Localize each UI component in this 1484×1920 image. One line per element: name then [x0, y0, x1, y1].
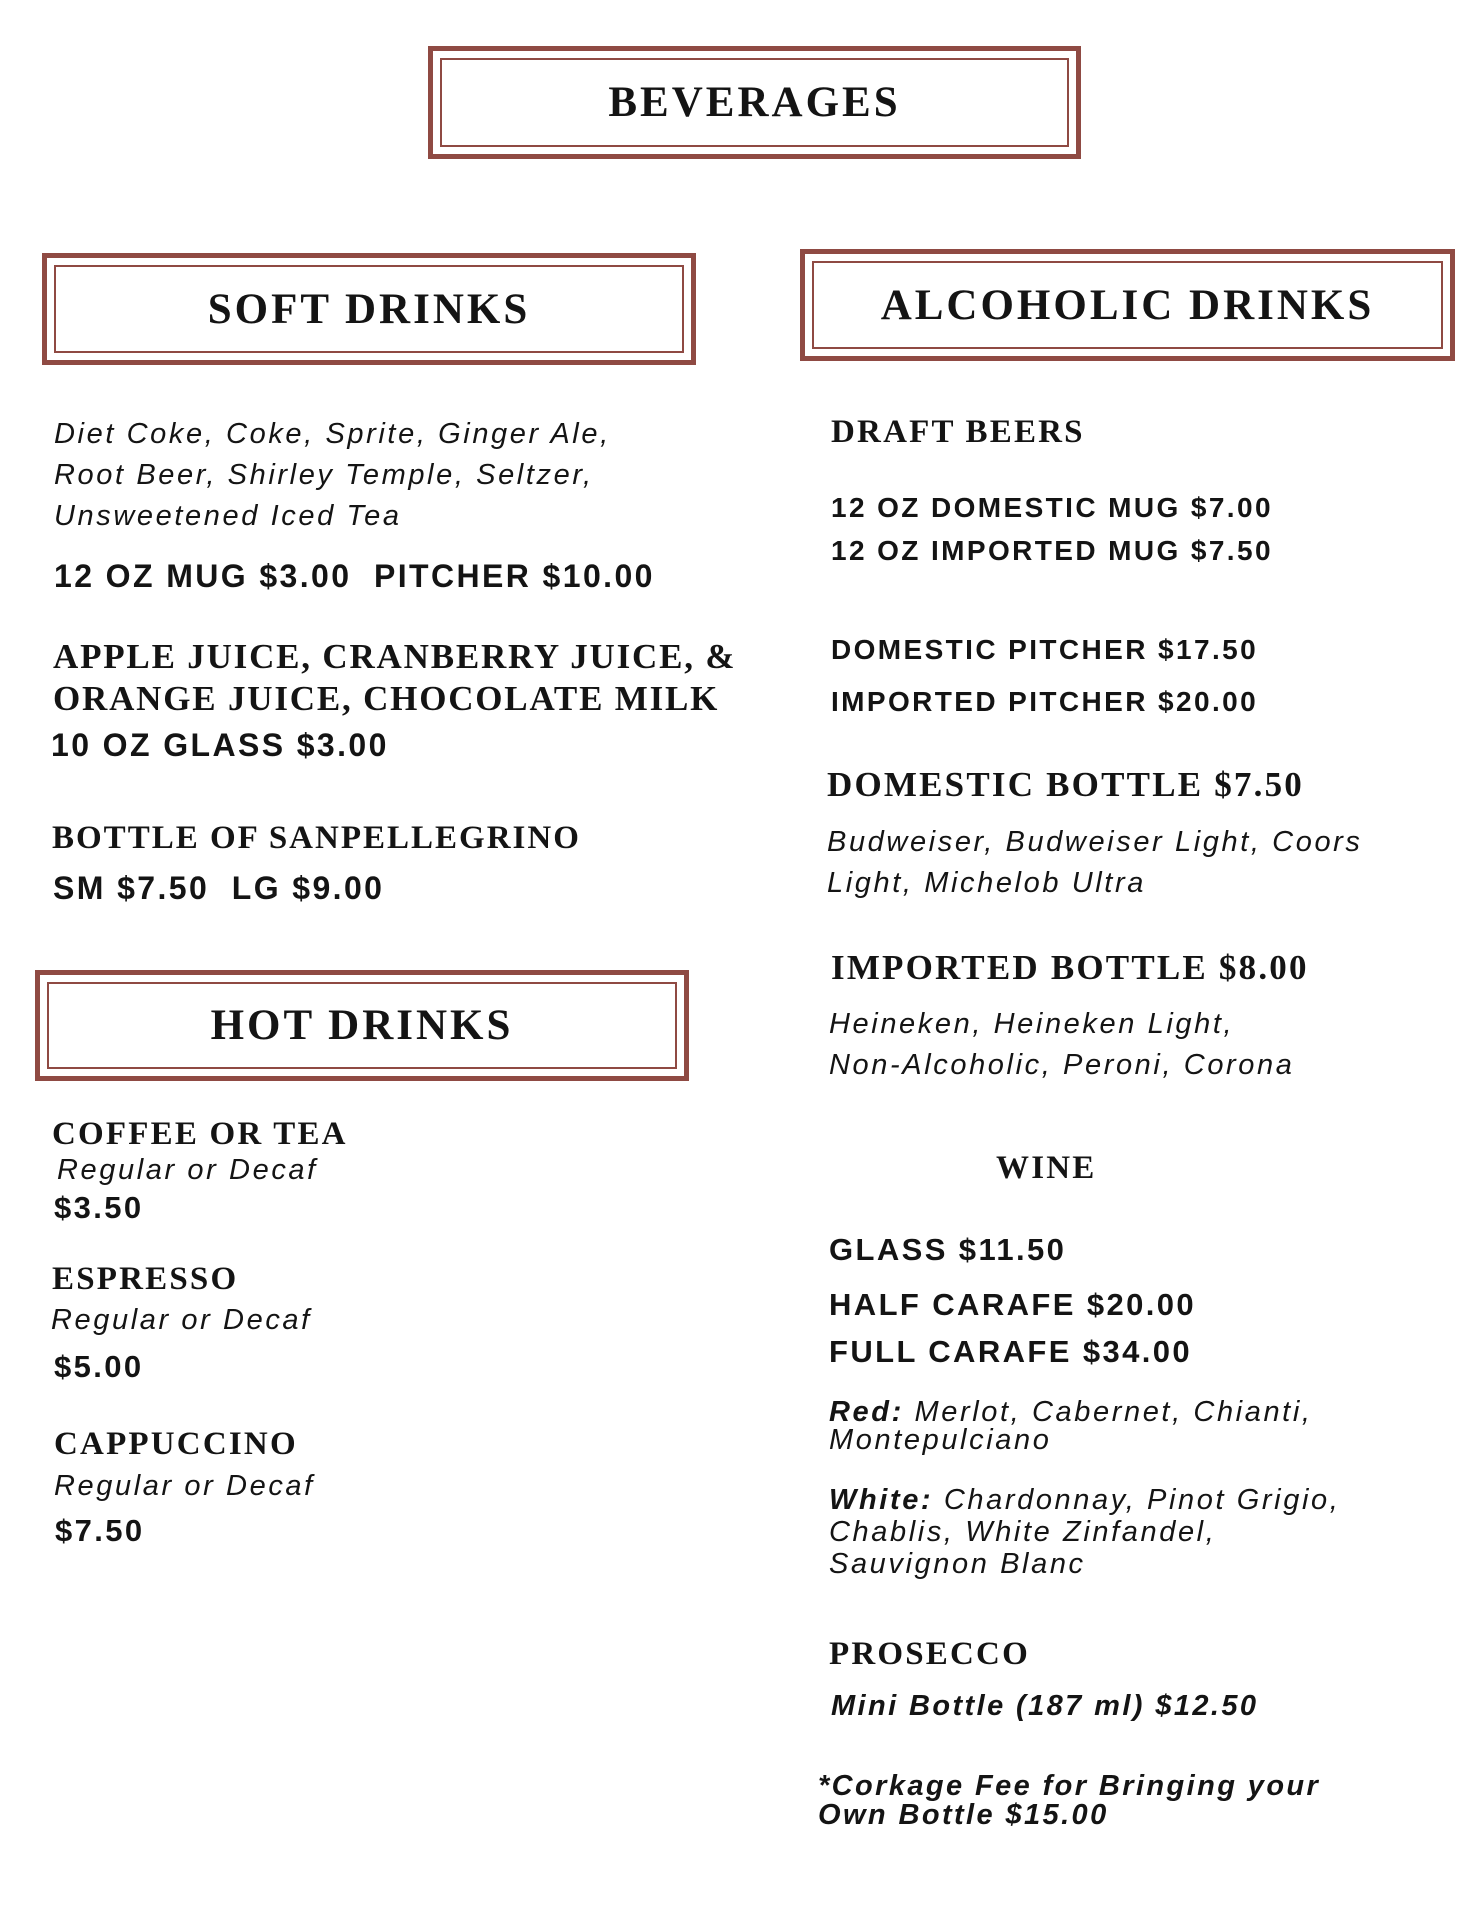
juices-list: APPLE JUICE, CRANBERRY JUICE, & ORANGE JUICE, CHOCOLATE MILK: [53, 637, 737, 718]
beverages-title-frame: [428, 46, 1081, 159]
coffee-tea-label: COFFEE OR TEA: [52, 1116, 348, 1152]
cappuccino-price: $7.50: [55, 1513, 145, 1548]
soft-drinks-title: SOFT DRINKS: [207, 285, 531, 333]
sanpellegrino-price: SM $7.50 LG $9.00: [53, 870, 385, 906]
espresso-label: ESPRESSO: [52, 1261, 239, 1297]
corkage-fee-note: *Corkage Fee for Bringing your Own Bottle $15.00: [818, 1770, 1321, 1831]
coffee-tea-price: $3.50: [54, 1190, 144, 1225]
imported-bottle-brands: Heineken, Heineken Light, Non-Alcoholic, Peroni, Corona: [829, 1008, 1295, 1081]
coffee-tea-option: Regular or Decaf: [57, 1154, 318, 1186]
espresso-price: $5.00: [54, 1349, 144, 1384]
wine-full-carafe-price: FULL CARAFE $34.00: [829, 1334, 1193, 1369]
page-title: BEVERAGES: [608, 79, 901, 126]
hot-drinks-title: HOT DRINKS: [210, 1002, 514, 1049]
white-wine-label: White:: [829, 1484, 934, 1516]
prosecco-heading: PROSECCO: [829, 1636, 1030, 1672]
draft-mug-prices: 12 OZ DOMESTIC MUG $7.00 12 OZ IMPORTED MUG $7.50: [831, 492, 1273, 566]
hot-drinks-frame: [35, 970, 689, 1081]
espresso-option: Regular or Decaf: [51, 1304, 312, 1336]
juices-price: 10 OZ GLASS $3.00: [51, 727, 389, 763]
cappuccino-label: CAPPUCCINO: [54, 1426, 298, 1462]
cappuccino-option: Regular or Decaf: [54, 1470, 315, 1502]
sanpellegrino-label: BOTTLE OF SANPELLEGRINO: [52, 820, 581, 856]
alcoholic-drinks-frame: [800, 249, 1455, 361]
wine-heading: WINE: [996, 1150, 1097, 1186]
domestic-bottle-heading: DOMESTIC BOTTLE $7.50: [827, 765, 1304, 804]
white-wine-list: White: Chardonnay, Pinot Grigio, Chablis, White Zinfandel, Sauvignon Blanc: [829, 1484, 1341, 1580]
prosecco-item: Mini Bottle (187 ml) $12.50: [831, 1690, 1259, 1722]
domestic-bottle-brands: Budweiser, Budweiser Light, Coors Light, Michelob Ultra: [827, 826, 1363, 899]
sodas-price: 12 OZ MUG $3.00 PITCHER $10.00: [54, 558, 655, 594]
red-wine-label: Red:: [829, 1396, 904, 1428]
red-wine-list: Red: Merlot, Cabernet, Chianti, Montepulciano: [829, 1396, 1313, 1456]
wine-glass-price: GLASS $11.50: [829, 1232, 1067, 1267]
soft-drinks-sodas: Diet Coke, Coke, Sprite, Ginger Ale, Root Beer, Shirley Temple, Seltzer, Unsweetened Iced Tea: [54, 418, 611, 532]
draft-pitcher-prices: DOMESTIC PITCHER $17.50 IMPORTED PITCHER $20.00: [831, 634, 1259, 717]
wine-half-carafe-price: HALF CARAFE $20.00: [829, 1287, 1197, 1322]
soft-drinks-frame: [42, 253, 696, 365]
alcoholic-drinks-title: ALCOHOLIC DRINKS: [880, 281, 1375, 329]
draft-beers-heading: DRAFT BEERS: [831, 414, 1085, 450]
imported-bottle-heading: IMPORTED BOTTLE $8.00: [831, 948, 1309, 987]
